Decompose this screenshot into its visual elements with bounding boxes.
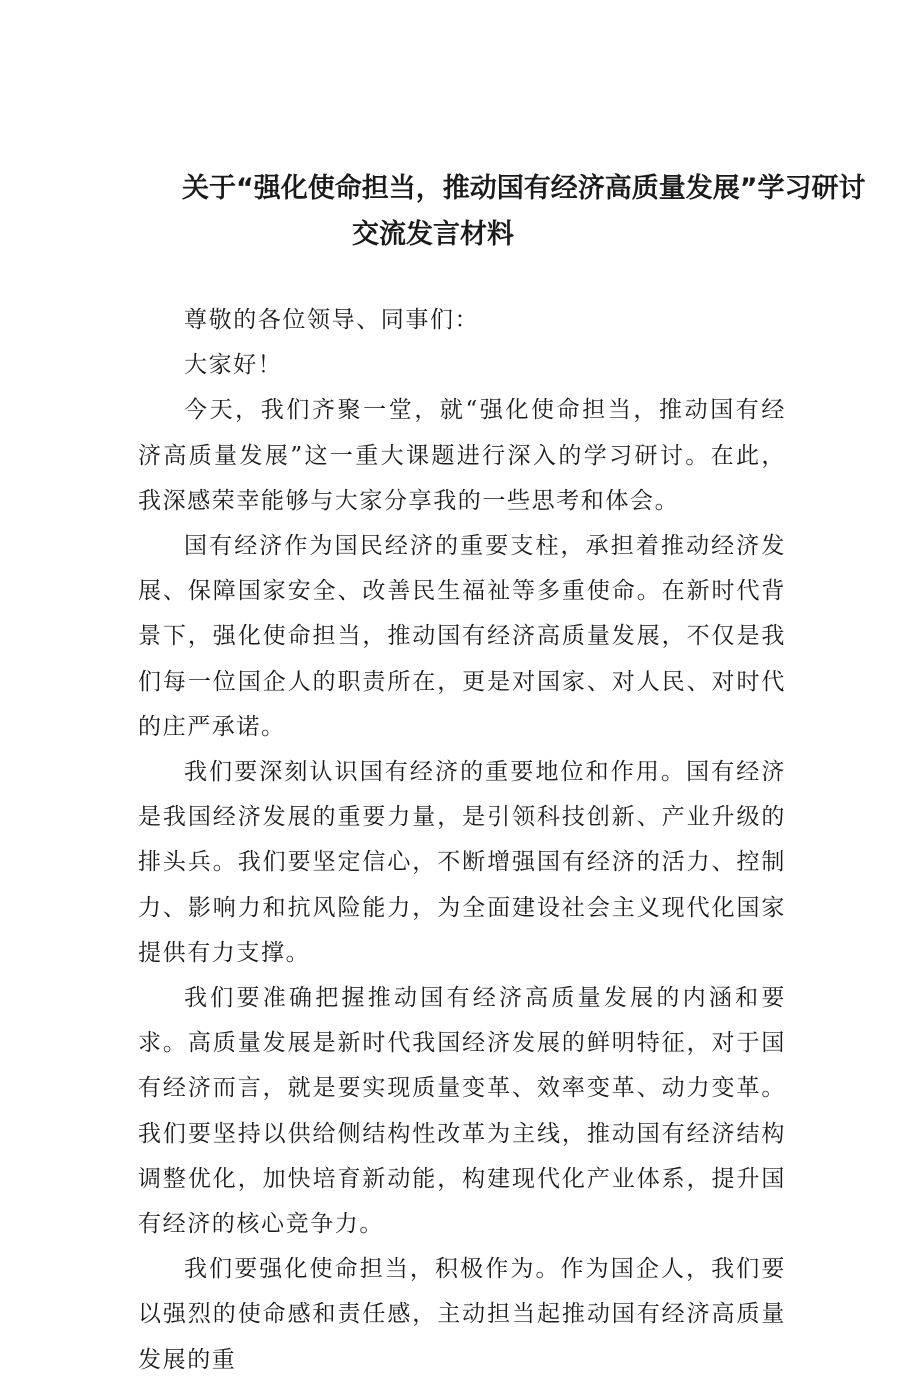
paragraph-mission: 我们要强化使命担当，积极作为。作为国企人，我们要以强烈的使命感和责任感，主动担当起推动国有经济高质量发展的重 <box>138 1256 786 1373</box>
paragraph-role: 国有经济作为国民经济的重要支柱，承担着推动经济发展、保障国家安全、改善民生福祉等多重使命。在新时代背景下，强化使命担当，推动国有经济高质量发展，不仅是我们每一位国企人的职责所在，更是对国家、对人民、对时代的庄严承诺。 <box>138 533 786 740</box>
document-body <box>138 298 786 1383</box>
title-line-1: 关于“强化使命担当，推动国有经济高质量发展”学习研讨 <box>182 173 866 204</box>
salutation: 尊敬的各位领导、同事们： <box>184 307 480 333</box>
greeting: 大家好！ <box>184 352 283 379</box>
title-line-2: 交流发言材料 <box>352 219 514 250</box>
paragraph-quality: 我们要准确把握推动国有经济高质量发展的内涵和要求。高质量发展是新时代我国经济发展的鲜明特征，对于国有经济而言，就是要实现质量变革、效率变革、动力变革。我们要坚持以供给侧结构性改革为主线，推动国有经济结构调整优化，加快培育新动能，构建现代化产业体系，提升国有经济的核心竞争力。 <box>138 985 786 1238</box>
paragraph-status: 我们要深刻认识国有经济的重要地位和作用。国有经济是我国经济发展的重要力量，是引领科技创新、产业升级的排头兵。我们要坚定信心，不断增强国有经济的活力、控制力、影响力和抗风险能力，为全面建设社会主义现代化国家提供有力支撑。 <box>138 759 786 966</box>
document-title <box>138 166 866 258</box>
paragraph-intro: 今天，我们齐聚一堂，就“强化使命担当，推动国有经济高质量发展”这一重大课题进行深入的学习研讨。在此，我深感荣幸能够与大家分享我的一些思考和体会。 <box>138 397 786 514</box>
